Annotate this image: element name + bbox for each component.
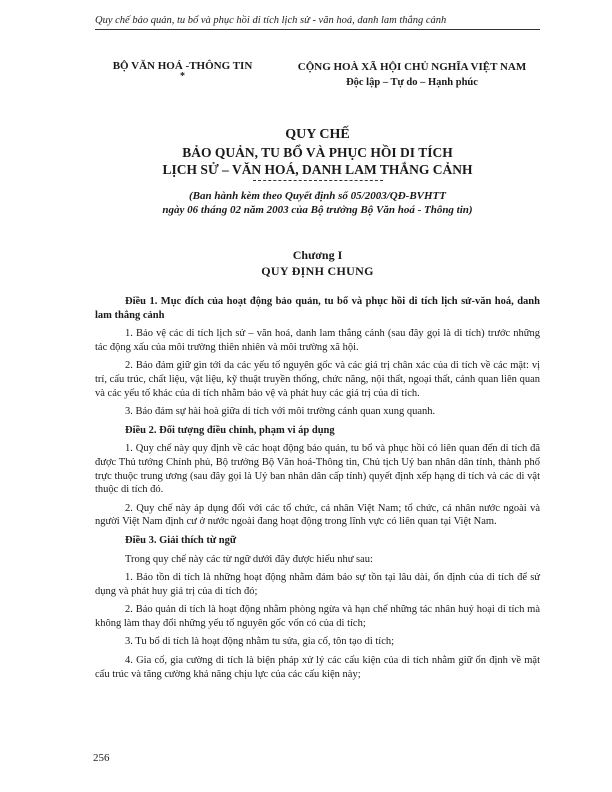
- article-1-clause-2: 2. Bảo đảm giữ gìn tới da các yếu tố nguyên gốc và các giá trị chân xác của di tích về các mặt: vị trí, cấu trúc, chất liệu, vật liệu, kỹ thuật truyền thống, chức năng, nội thất, ngoại thất, cảnh quan liên quan và các yếu tố khác của di tích nhằm bảo vệ và phát huy các giá trị của di tích.: [95, 360, 540, 399]
- national-motto: Độc lập – Tự do – Hạnh phúc: [346, 77, 478, 88]
- article-3-clause-4: 4. Gia cố, gia cường di tích là biện pháp xử lý các cấu kiện của di tích nhằm giữ ổn định về mặt cấu trúc và tăng cường khả năng chịu lực của các cấu kiện này;: [95, 655, 540, 680]
- title-divider: [253, 180, 383, 181]
- article-2-title: Điều 2. Đối tượng điều chỉnh, phạm vi áp dụng: [125, 424, 335, 436]
- issuance-line-2: ngày 06 tháng 02 năm 2003 của Bộ trưởng Bộ Văn hoá - Thông tin): [162, 204, 473, 216]
- page-number: 256: [93, 752, 110, 764]
- title-line-1: QUY CHẾ: [285, 127, 350, 142]
- article-3-title: Điều 3. Giải thích từ ngữ: [125, 534, 237, 546]
- article-1-clause-1: 1. Bảo vệ các di tích lịch sử – văn hoá, danh lam thắng cảnh (sau đây gọi là di tích) trước những tác động xấu của môi trường thiên nhiên và môi trường xã hội.: [95, 328, 540, 353]
- ministry-masthead: [95, 60, 270, 82]
- star-mark: *: [180, 71, 185, 82]
- republic-masthead: [282, 60, 542, 90]
- article-1-title: Điều 1. Mục đích của hoạt động bảo quản, tu bổ và phục hồi di tích lịch sử-văn hoá, danh lam thắng cảnh: [95, 296, 540, 321]
- running-header: Quy chế bảo quản, tu bổ và phục hồi di tích lịch sử - văn hoá, danh lam thắng cảnh: [95, 15, 540, 30]
- republic-name: CỘNG HOÀ XÃ HỘI CHỦ NGHĨA VIỆT NAM: [297, 61, 527, 73]
- chapter-heading: [95, 247, 540, 279]
- issuance-line-1: (Ban hành kèm theo Quyết định số 05/2003/QĐ-BVHTT: [188, 190, 446, 202]
- article-2-clause-1: 1. Quy chế này quy định về các hoạt động bảo quản, tu bổ và phục hồi có liên quan đến di tích đã được Thủ tướng Chính phủ, Bộ trưởng Bộ Văn hoá-Thông tin, Chủ tịch Uỷ ban nhân dân tỉnh, thành phố trực thuộc trung ương (sau đây gọi là Uỷ ban nhân dân cấp tỉnh) quyết định xếp hạng di tích và các di vật thuộc di tích đó.: [95, 443, 540, 496]
- article-3-clause-1: 1. Bảo tồn di tích là những hoạt động nhằm đảm bảo sự tồn tại lâu dài, ổn định của di tích để sử dụng và phát huy giá trị của di tích đó;: [95, 572, 540, 597]
- chapter-name: QUY ĐỊNH CHUNG: [261, 264, 374, 278]
- title-line-3: LỊCH SỬ – VĂN HOÁ, DANH LAM THẮNG CẢNH: [162, 162, 473, 177]
- article-1-clause-3: 3. Bảo đảm sự hài hoà giữa di tích với môi trường cảnh quan xung quanh.: [125, 406, 436, 418]
- article-2-clause-2: 2. Quy chế này áp dụng đối với các tổ chức, cá nhân Việt Nam; tổ chức, cá nhân nước ngoài và người Việt Nam định cư ở nước ngoài đang hoạt động trong lĩnh vực có liên quan tại Việt Nam.: [95, 502, 540, 528]
- title-line-2: BẢO QUẢN, TU BỔ VÀ PHỤC HỒI DI TÍCH: [182, 145, 453, 160]
- chapter-number: Chương I: [292, 248, 343, 262]
- document-body: [95, 295, 540, 686]
- article-3-clause-2: 2. Bảo quản di tích là hoạt động nhằm phòng ngừa và hạn chế những tác nhân huỷ hoại di tích mà không làm thay đổi những yếu tố nguyên gốc vốn có của di tích;: [95, 604, 540, 629]
- article-3-clause-3: 3. Tu bổ di tích là hoạt động nhằm tu sửa, gia cố, tôn tạo di tích;: [125, 636, 395, 648]
- article-3-intro: Trong quy chế này các từ ngữ dưới đây được hiểu như sau:: [125, 553, 373, 565]
- ministry-name: BỘ VĂN HOÁ -THÔNG TIN: [112, 60, 253, 72]
- document-title: [95, 126, 540, 181]
- issuance-note: [95, 189, 540, 217]
